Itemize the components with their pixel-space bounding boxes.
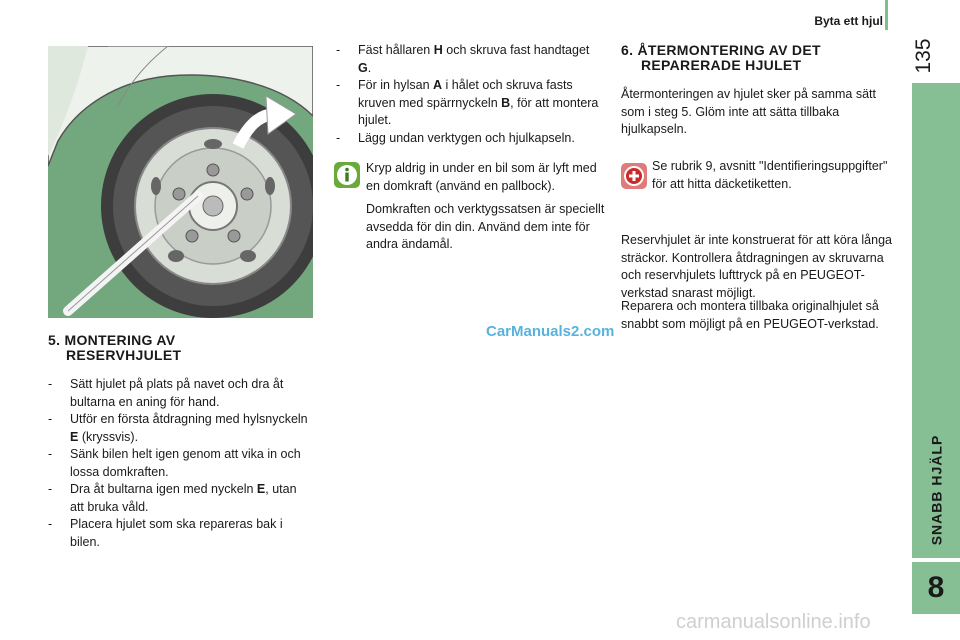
step-text: Placera hjulet som ska repareras bak i bilen. — [70, 517, 283, 549]
step-text: Sätt hjulet på plats på navet och dra åt bultarna en aning för hand. — [70, 377, 284, 409]
wheel-illustration — [48, 46, 313, 318]
step-text-tail: (kryssvis). — [78, 429, 139, 444]
step-text: Sänk bilen helt igen genom att vika in och lossa domkraften. — [70, 447, 301, 479]
step-text-tail: , utan att bruka våld. — [70, 482, 297, 514]
section6-intro: Återmonteringen av hjulet sker på samma sätt som i steg 5. Glöm inte att sätta tillbaka hjulkapseln. — [621, 87, 876, 136]
note-block — [366, 160, 606, 254]
plus-reference-icon — [621, 163, 647, 194]
header-accent-bar — [885, 0, 888, 30]
step-text: För in hylsan — [358, 78, 434, 92]
page-number — [904, 38, 944, 80]
step-item: - Lägg undan verktygen och hjulkapseln. — [336, 130, 575, 145]
step-item: - Dra åt bultarna igen med nyckeln E, utan att bruka våld. — [48, 482, 297, 514]
section6-number: 6. — [621, 42, 634, 58]
step-bold-ref: G — [358, 60, 368, 75]
step-text-tail: . — [367, 60, 372, 75]
section5-title-line1: MONTERING AV — [64, 332, 176, 348]
side-tab-label: SNABB HJÄLP — [928, 434, 945, 546]
page-header-title: Byta ett hjul — [814, 14, 883, 28]
side-tab-label-wrap — [912, 420, 960, 560]
wheel-drawing — [48, 46, 313, 318]
step-bold-ref: E — [70, 429, 79, 444]
step-item: - Placera hjulet som ska repareras bak i bilen. — [48, 517, 283, 549]
step-item: - Sänk bilen helt igen genom att vika in och lossa domkraften. — [48, 447, 301, 479]
step-bold-ref: A — [433, 78, 443, 92]
step-item: - Utför en första åtdragning med hylsnyckeln E (kryssvis). — [48, 412, 308, 444]
reference-note: Se rubrik 9, avsnitt "Identifieringsuppgifter" för att hitta däcketiketten. — [652, 159, 888, 191]
chapter-number-box: 8 — [912, 562, 960, 614]
step-text: Fäst hållaren — [358, 43, 434, 57]
step-bold-ref: H — [433, 43, 443, 57]
step-item: - Sätt hjulet på plats på navet och dra åt bultarna en aning för hand. — [48, 377, 284, 409]
section6-title-line2: REPARERADE HJULET — [641, 57, 802, 73]
note-paragraph: Domkraften och verktygssatsen är speciellt avsedda för din din. Använd dem inte för andra ändamål. — [366, 202, 605, 251]
section5-title-line2: RESERVHJULET — [66, 347, 182, 363]
step-item: - För in hylsan A i hålet och skruva fasts kruven med spärrnyckeln B, för att montera hjulet. — [336, 78, 599, 127]
step-item: - Fäst hållaren H och skruva fast handtaget G. — [336, 43, 590, 75]
step-bold-ref: E — [256, 482, 266, 496]
step-text: Utför en första åtdragning med hylsnyckeln — [70, 412, 308, 426]
section6-paragraph: Reservhjulet är inte konstruerat för att köra långa sträckor. Kontrollera åtdragningen av skruvarna och reservhjulets lufttryck på en PEUGEOT-verkstad snarast möjligt. — [621, 233, 892, 300]
page-number-text: 135 — [912, 38, 935, 74]
middle-steps — [336, 42, 601, 147]
step-text: Dra åt bultarna igen med nyckeln — [70, 482, 257, 496]
info-icon — [334, 162, 360, 193]
step-text-mid: och skruva fast handtaget — [442, 43, 590, 57]
section6-heading — [621, 43, 901, 73]
step-bold-ref: B — [501, 95, 511, 110]
step-text: Lägg undan verktygen och hjulkapseln. — [358, 130, 575, 145]
watermark: CarManuals2.com — [486, 323, 615, 340]
section6-title-line1: ÅTERMONTERING AV DET — [637, 42, 821, 58]
step-text-mid: i hålet och skruva fasts kruven med spärrnyckeln — [358, 78, 573, 110]
section5-steps — [48, 376, 310, 551]
section5-heading — [48, 333, 318, 363]
section5-number: 5. — [48, 332, 61, 348]
note-paragraph: Kryp aldrig in under en bil som är lyft med en domkraft (använd en pallbock). — [366, 161, 597, 193]
section6-paragraph: Reparera och montera tillbaka originalhjulet så snabbt som möjligt på en PEUGEOT-verkstad. — [621, 299, 879, 331]
step-text-tail: , för att montera hjulet. — [358, 95, 599, 127]
watermark: carmanualsonline.info — [676, 611, 871, 633]
